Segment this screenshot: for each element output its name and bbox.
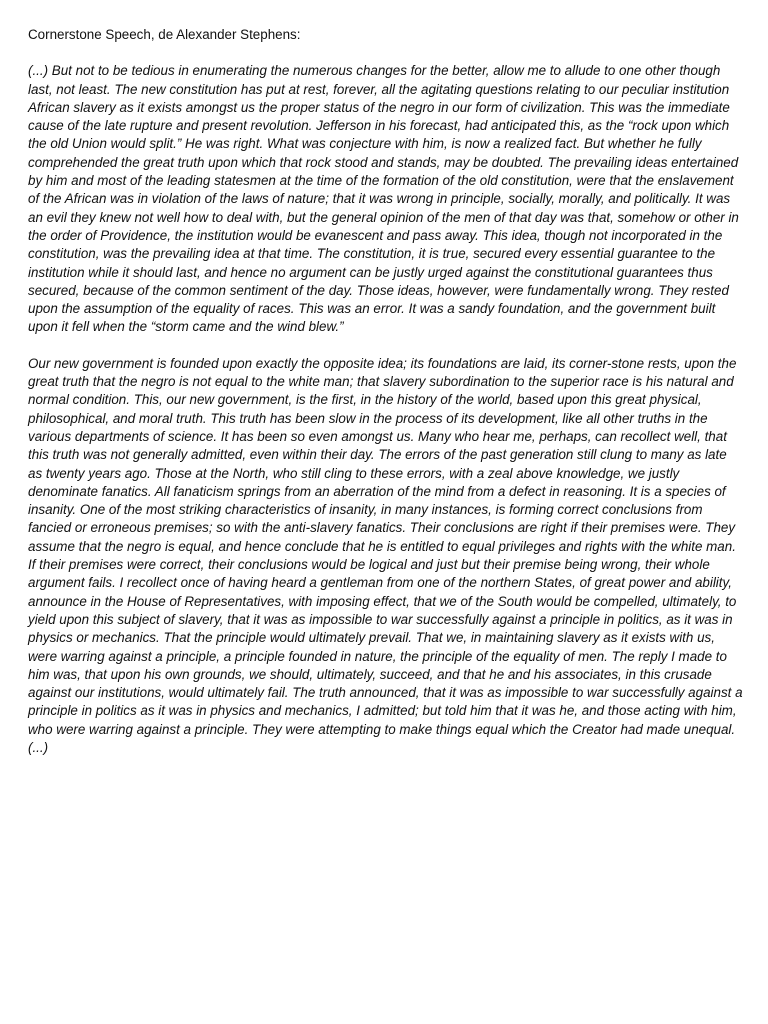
document-title: Cornerstone Speech, de Alexander Stephens: [28, 27, 301, 42]
document-page [28, 26, 744, 775]
paragraph-2: Our new government is founded upon exactly the opposite idea; its foundations are laid, its corner-stone rests, upon the great truth that the negro is not equal to the white man; that slavery subordination to the superior race is his natural and normal condition. This, our new government, is the first, in the history of the world, based upon this great physical, philosophical, and moral truth. This truth has been slow in the process of its development, like all other truths in the various departments of science. It has been so even amongst us. Many who hear me, perhaps, can recollect well, that this truth was not generally admitted, even within their day. The errors of the past generation still clung to many as late as twenty years ago. Those at the North, who still cling to these errors, with a zeal above knowledge, we justly denominate fanatics. All fanaticism springs from an aberration of the mind from a defect in reasoning. It is a species of insanity. One of the most striking characteristics of insanity, in many instances, is forming correct conclusions from fancied or erroneous premises; so with the anti-slavery fanatics. Their conclusions are right if their premises were. They assume that the negro is equal, and hence conclude that he is entitled to equal privileges and rights with the white man. If their premises were correct, their conclusions would be logical and just but their premise being wrong, their whole argument fails. I recollect once of having heard a gentleman from one of the northern States, of great power and ability, announce in the House of Representatives, with imposing effect, that we of the South would be compelled, ultimately, to yield upon this subject of slavery, that it was as impossible to war successfully against a principle in politics, as it was in physics or mechanics. That the principle would ultimately prevail. That we, in maintaining slavery as it exists with us, were warring against a principle, a principle founded in nature, the principle of the equality of men. The reply I made to him was, that upon his own grounds, we should, ultimately, succeed, and that he and his associates, in this crusade against our institutions, would ultimately fail. The truth announced, that it was as impossible to war successfully against a principle in politics as it was in physics and mechanics, I admitted; but told him that it was he, and those acting with him, who were warring against a principle. They were attempting to make things equal which the Creator had made unequal. (...) [28, 355, 743, 755]
paragraph-1: (...) But not to be tedious in enumerating the numerous changes for the better, allow me to allude to one other though last, not least. The new constitution has put at rest, forever, all the agitating questions relating to our peculiar institution African slavery as it exists amongst us the proper status of the negro in our form of civilization. This was the immediate cause of the late rupture and present revolution. Jefferson in his forecast, had anticipated this, as the “rock upon which the old Union would split.” He was right. What was conjecture with him, is now a realized fact. But whether he fully comprehended the great truth upon which that rock stood and stands, may be doubted. The prevailing ideas entertained by him and most of the leading statesmen at the time of the formation of the old constitution, were that the enslavement of the African was in violation of the laws of nature; that it was wrong in principle, socially, morally, and politically. It was an evil they knew not well how to deal with, but the general opinion of the men of that day was that, somehow or other in the order of Providence, the institution would be evanescent and pass away. This idea, though not incorporated in the constitution, was the prevailing idea at that time. The constitution, it is true, secured every essential guarantee to the institution while it should last, and hence no argument can be justly urged against the constitutional guarantees thus secured, because of the common sentiment of the day. Those ideas, however, were fundamentally wrong. They rested upon the assumption of the equality of races. This was an error. It was a sandy foundation, and the government built upon it fell when the “storm came and the wind blew.” [28, 63, 739, 335]
